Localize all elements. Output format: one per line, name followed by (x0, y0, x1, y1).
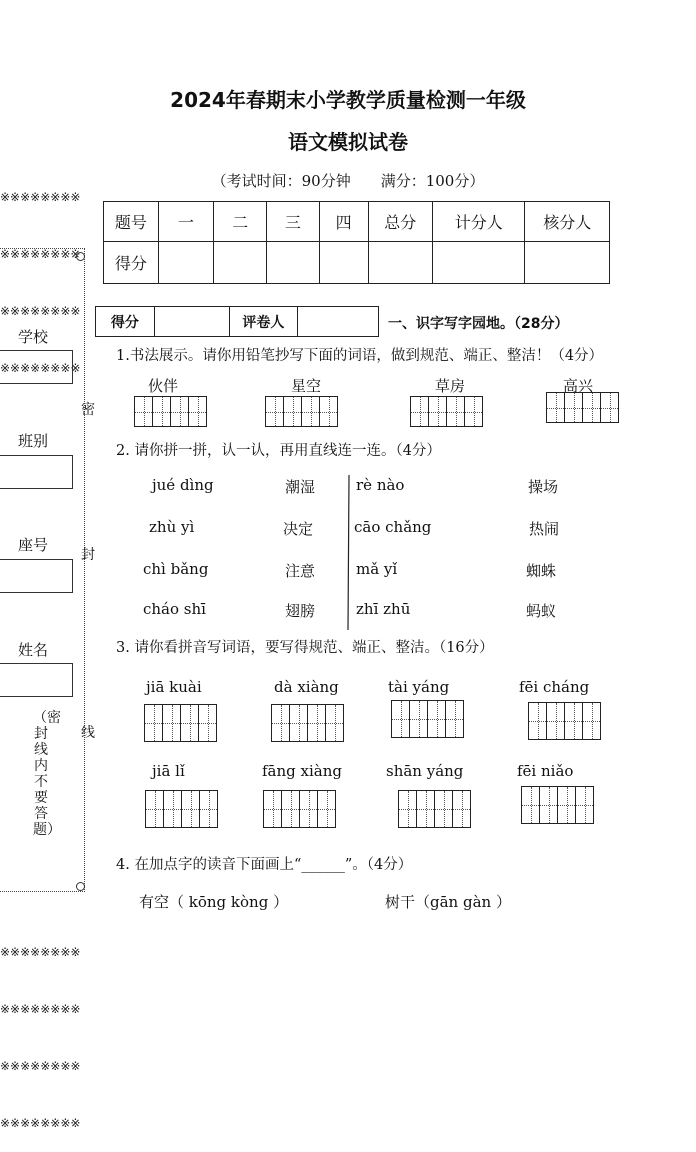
q3-pinyin: dà xiàng (274, 678, 339, 696)
score-table-header-row (104, 202, 610, 242)
star-row: ※※※※※※※※ (0, 247, 81, 261)
q1-word: 星空 (291, 377, 322, 395)
q4-text: 4. 在加点字的读音下面画上“______”。（4分） (116, 857, 413, 873)
q2-left-word: 注意 (285, 562, 316, 580)
score-cell: 一 (158, 202, 214, 242)
section1-grader-label: 评卷人 (229, 307, 298, 337)
seal-circle-icon (76, 882, 85, 891)
q2-left-word: 决定 (283, 520, 314, 538)
seal-mark-feng: 封 (81, 547, 95, 563)
exam-info: （考试时间：90分钟 满分：100分） (211, 172, 485, 190)
seat-label: 座号 (18, 536, 49, 554)
name-field[interactable] (0, 663, 73, 697)
score-cell: 得分 (104, 242, 159, 284)
section1-score-box (95, 306, 379, 337)
q3-writing-grid[interactable] (263, 790, 336, 828)
score-input-cell[interactable] (433, 242, 525, 284)
q3-writing-grid[interactable] (145, 790, 218, 828)
section1-grader-input[interactable] (298, 307, 379, 337)
q2-right-word: 热闹 (529, 520, 560, 538)
star-row: ※※※※※※※※ (0, 190, 81, 204)
q3-writing-grid[interactable] (144, 704, 217, 742)
score-cell: 四 (319, 202, 368, 242)
q3-text: 3. 请你看拼音写词语，要写得规范、端正、整洁。（16分） (116, 640, 494, 656)
star-row: ※※※※※※※※ (0, 1116, 81, 1130)
section1-score-input[interactable] (154, 307, 229, 337)
q2-right-word: 蚂蚁 (526, 602, 557, 620)
q2-left-pinyin: cháo shī (143, 600, 206, 618)
name-label: 姓名 (18, 641, 49, 659)
seal-circle-icon (76, 252, 85, 261)
q1-writing-grid[interactable] (410, 396, 483, 427)
q3-writing-grid[interactable] (391, 700, 464, 738)
q4-item: 树干（gān gàn ） (385, 893, 511, 911)
school-field[interactable] (0, 350, 73, 384)
q2-right-pinyin: rè nào (356, 476, 405, 494)
score-cell: 二 (214, 202, 267, 242)
seal-note: （密封线内不要答题） (33, 710, 61, 838)
score-table (103, 201, 610, 284)
q2-right-pinyin: cāo chǎng (354, 518, 432, 536)
score-input-cell[interactable] (525, 242, 610, 284)
class-label: 班别 (18, 432, 49, 450)
q1-text: 1.书法展示。请你用铅笔抄写下面的词语，做到规范、端正、整洁！（4分） (116, 348, 604, 364)
q1-writing-grid[interactable] (134, 396, 207, 427)
score-table-score-row (104, 242, 610, 284)
score-cell: 题号 (104, 202, 159, 242)
q2-left-pinyin: zhù yì (149, 518, 195, 536)
q2-left-word: 翅膀 (285, 602, 316, 620)
q2-right-pinyin: zhī zhū (356, 600, 411, 618)
q3-pinyin: tài yáng (388, 678, 450, 696)
score-input-cell[interactable] (158, 242, 214, 284)
q2-right-word: 操场 (528, 478, 559, 496)
star-row: ※※※※※※※※ (0, 1059, 81, 1073)
score-cell: 计分人 (433, 202, 525, 242)
class-field[interactable] (0, 455, 73, 489)
q3-writing-grid[interactable] (528, 702, 601, 740)
section1-title: 一、识字写字园地。（28分） (388, 316, 569, 332)
q2-right-word: 蜘蛛 (526, 562, 557, 580)
seal-mark-xian: 线 (81, 725, 95, 741)
q2-left-word: 潮湿 (285, 478, 316, 496)
school-label: 学校 (18, 328, 49, 346)
score-input-cell[interactable] (319, 242, 368, 284)
section1-score-label: 得分 (96, 307, 155, 337)
q1-word: 高兴 (563, 377, 594, 395)
q3-pinyin: shān yáng (386, 762, 464, 780)
q2-text: 2. 请你拼一拼，认一认，再用直线连一连。（4分） (116, 443, 441, 459)
star-row: ※※※※※※※※ (0, 361, 81, 375)
q1-writing-grid[interactable] (265, 396, 338, 427)
q3-writing-grid[interactable] (521, 786, 594, 824)
q3-writing-grid[interactable] (398, 790, 471, 828)
score-cell: 三 (267, 202, 320, 242)
score-input-cell[interactable] (214, 242, 267, 284)
score-input-cell[interactable] (368, 242, 433, 284)
score-cell: 总分 (368, 202, 433, 242)
q3-pinyin: jiā kuài (146, 678, 202, 696)
score-cell: 核分人 (525, 202, 610, 242)
seat-field[interactable] (0, 559, 73, 593)
q1-writing-grid[interactable] (546, 392, 619, 423)
q2-left-pinyin: chì bǎng (143, 560, 209, 578)
q1-word: 草房 (435, 377, 466, 395)
exam-title: 2024年春期末小学教学质量检测一年级 (170, 88, 526, 112)
q3-pinyin: jiā lǐ (152, 762, 185, 780)
seal-mark-mi: 密 (81, 402, 95, 418)
q3-pinyin: fāng xiàng (262, 762, 342, 780)
q2-right-pinyin: mǎ yǐ (356, 560, 398, 578)
q2-left-pinyin: jué dìng (152, 476, 214, 494)
star-border-bottom (0, 905, 80, 1152)
q3-pinyin: fēi niǎo (517, 762, 574, 780)
q3-pinyin: fēi cháng (519, 678, 590, 696)
star-row: ※※※※※※※※ (0, 304, 81, 318)
exam-subtitle: 语文模拟试卷 (288, 130, 408, 154)
q4-item: 有空（ kōng kòng ） (139, 893, 289, 911)
star-row: ※※※※※※※※ (0, 945, 81, 959)
score-input-cell[interactable] (267, 242, 320, 284)
q3-writing-grid[interactable] (271, 704, 344, 742)
star-row: ※※※※※※※※ (0, 1002, 81, 1016)
q1-word: 伙伴 (148, 377, 179, 395)
